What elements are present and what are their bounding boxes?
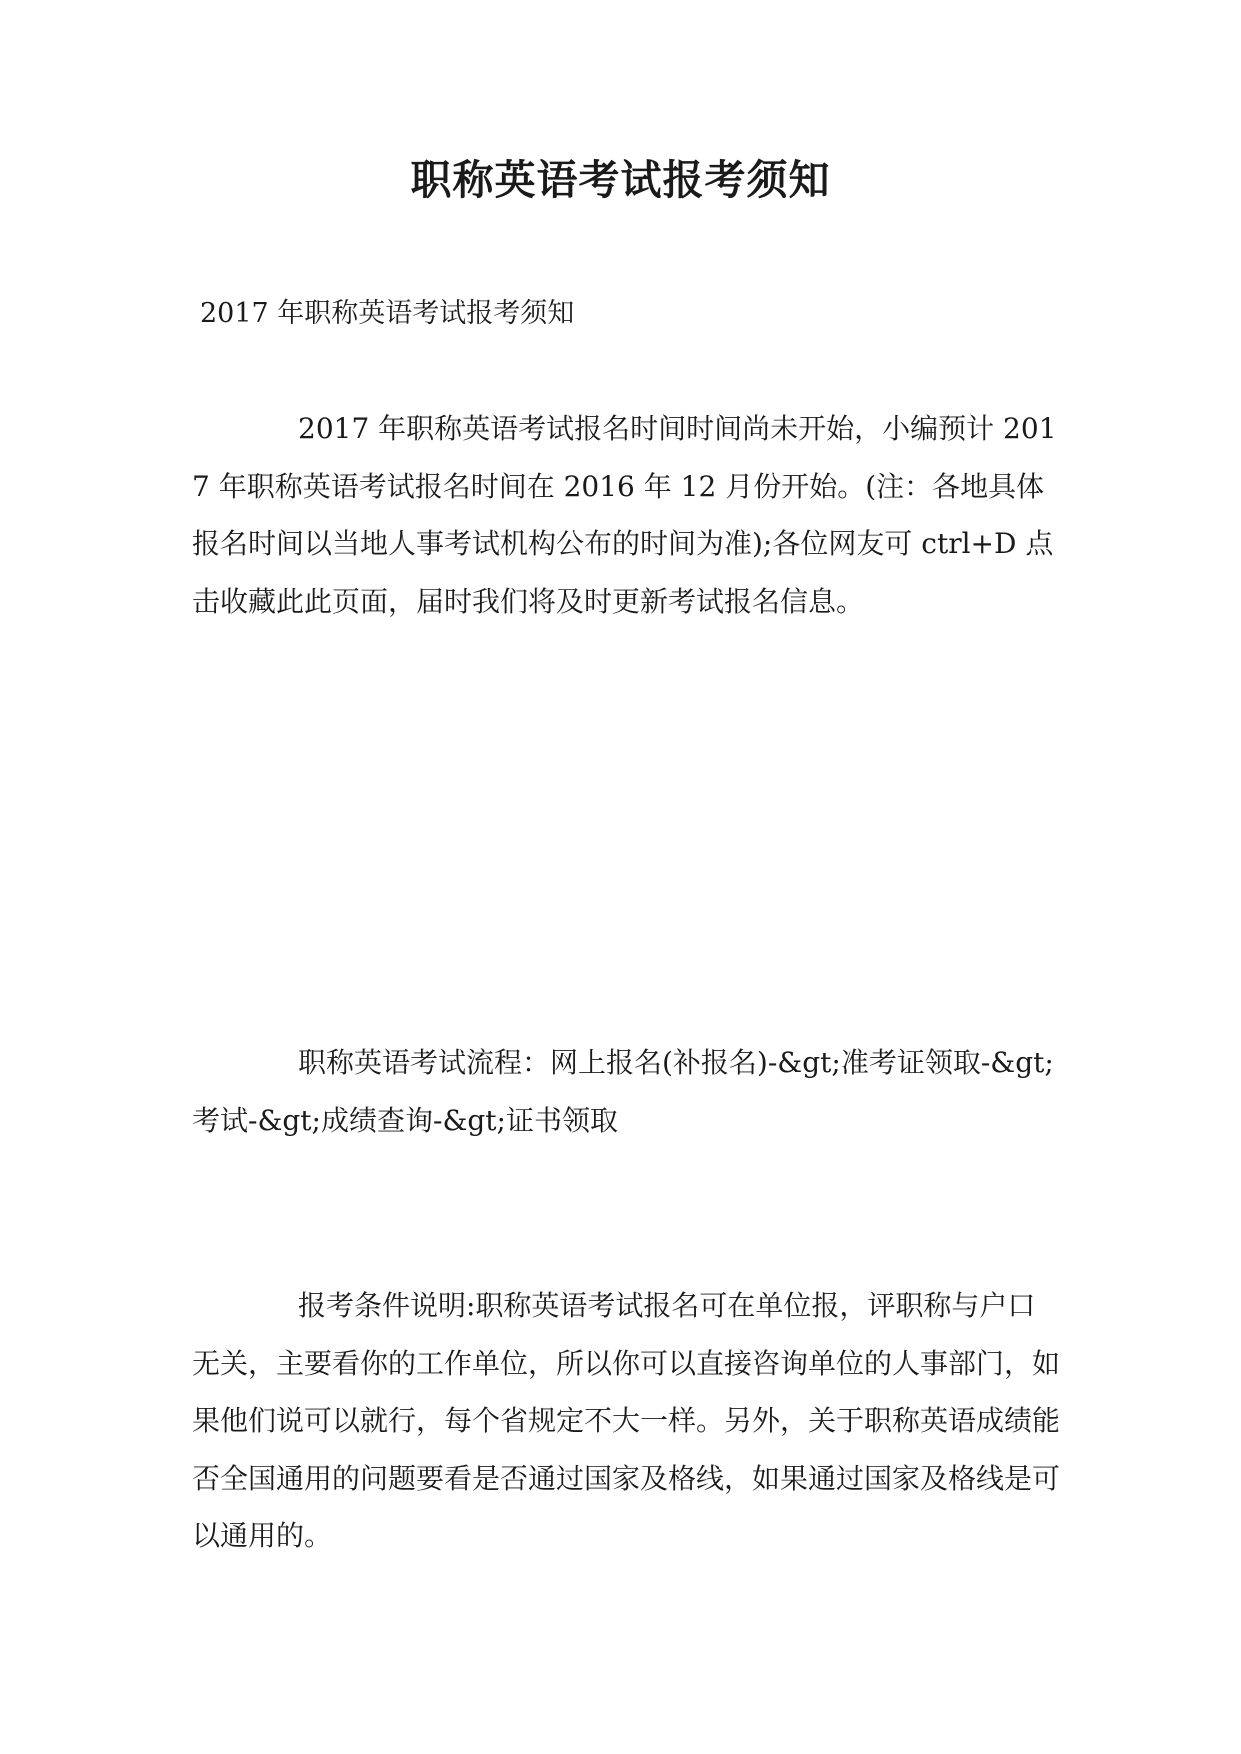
paragraph-exam-process: 职称英语考试流程：网上报名(补报名)-&gt;准考证领取-&gt;考试-&gt;成绩查询-&gt;证书领取 (192, 1046, 1054, 1137)
paragraph-registration-time: 2017 年职称英语考试报名时间时间尚未开始，小编预计 2017 年职称英语考试报名时间在 2016 年 12 月份开始。(注：各地具体报名时间以当地人事考试机构公布的时间为准);各位网友可 ctrl+D 点击收藏此此页面，届时我们将及时更新考试报名信息。 (192, 412, 1057, 618)
document-subtitle: 2017 年职称英语考试报考须知 (200, 298, 575, 329)
paragraph-eligibility: 报考条件说明:职称英语考试报名可在单位报，评职称与户口无关，主要看你的工作单位，所以你可以直接咨询单位的人事部门，如果他们说可以就行，每个省规定不大一样。另外，关于职称英语成绩能否全国通用的问题要看是否通过国家及格线，如果通过国家及格线是可以通用的。 (192, 1289, 1061, 1552)
document-title: 职称英语考试报考须知 (410, 156, 831, 204)
